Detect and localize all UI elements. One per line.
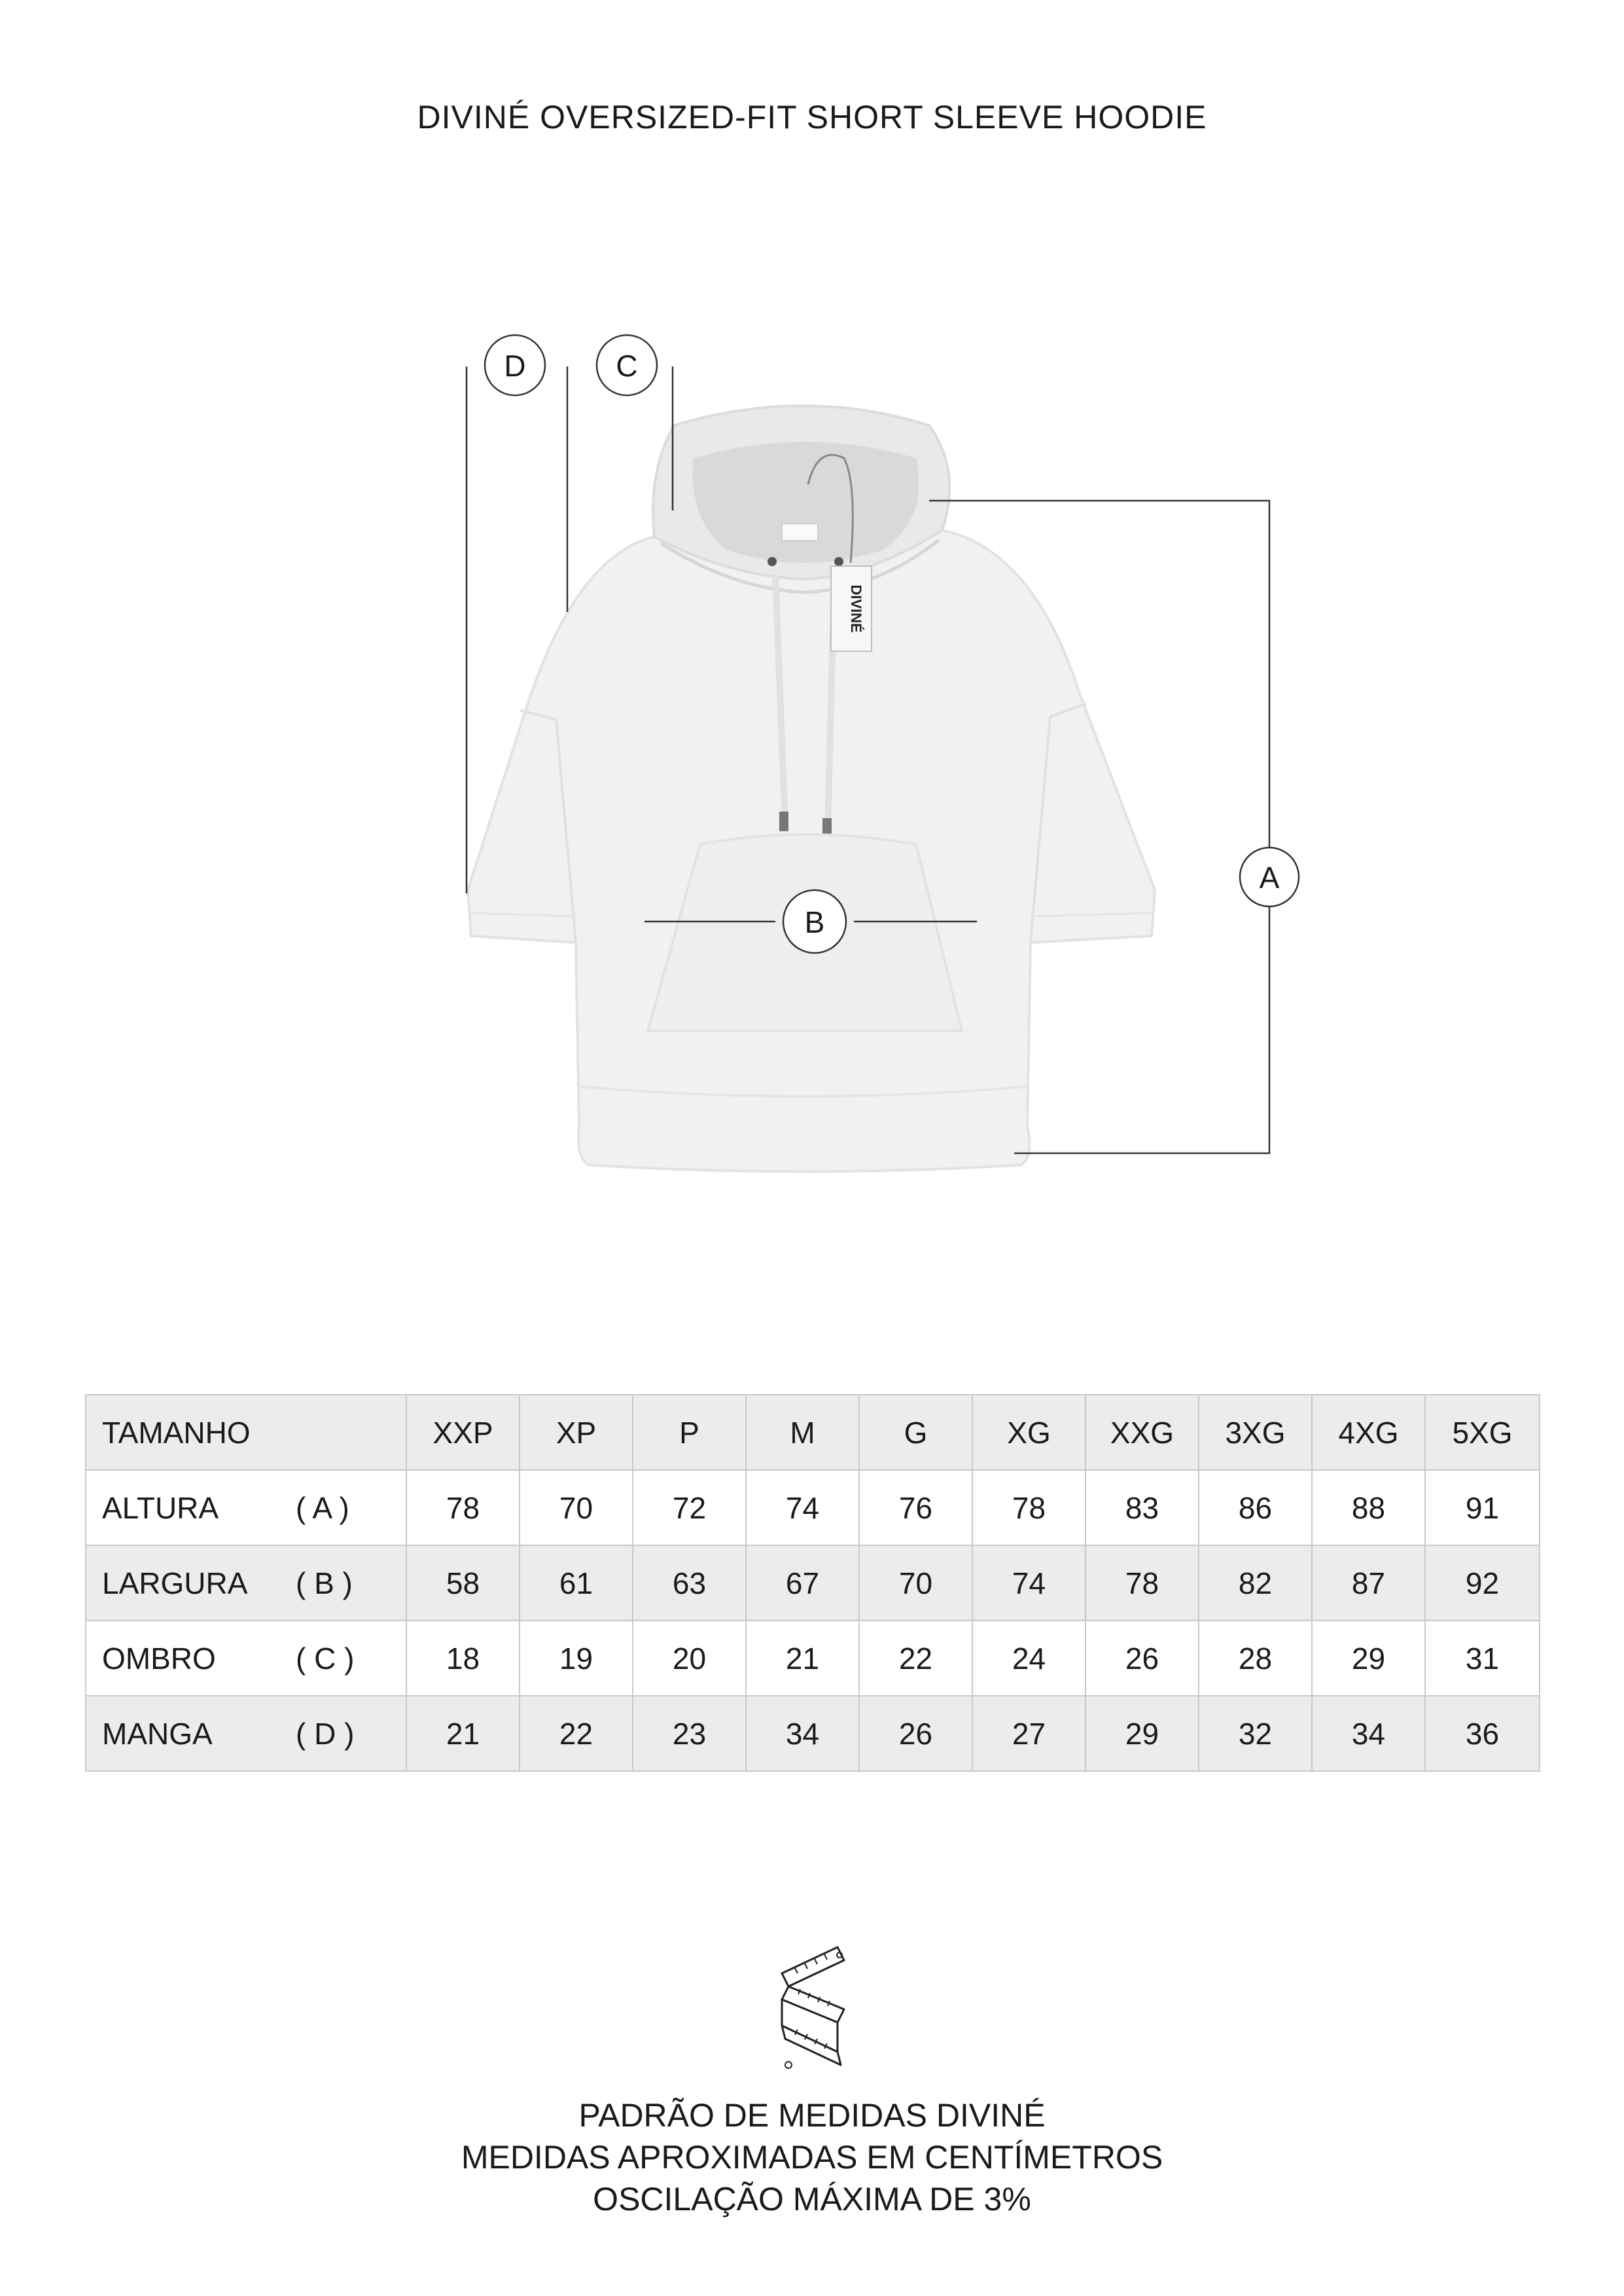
size-header: M bbox=[746, 1395, 859, 1470]
label-a: A bbox=[1259, 861, 1280, 895]
table-cell: 18 bbox=[406, 1621, 520, 1696]
table-cell: 29 bbox=[1086, 1696, 1199, 1771]
size-header: 4XG bbox=[1312, 1395, 1425, 1470]
size-header: G bbox=[859, 1395, 972, 1470]
table-cell: 27 bbox=[972, 1696, 1086, 1771]
measuring-tape-icon bbox=[769, 1941, 854, 2078]
table-cell: 34 bbox=[1312, 1696, 1425, 1771]
table-cell: 22 bbox=[520, 1696, 633, 1771]
label-b: B bbox=[804, 905, 825, 939]
table-cell: 63 bbox=[633, 1545, 746, 1621]
table-cell: 70 bbox=[859, 1545, 972, 1621]
table-cell: 78 bbox=[972, 1470, 1086, 1545]
table-cell: 28 bbox=[1199, 1621, 1312, 1696]
table-cell: 26 bbox=[859, 1696, 972, 1771]
footer-notes bbox=[0, 2094, 1624, 2220]
row-code: ( A ) bbox=[296, 1490, 349, 1525]
table-cell: 32 bbox=[1199, 1696, 1312, 1771]
table-cell: 74 bbox=[972, 1545, 1086, 1621]
table-cell: 58 bbox=[406, 1545, 520, 1621]
row-code: ( B ) bbox=[296, 1566, 353, 1600]
row-name: OMBRO bbox=[102, 1641, 216, 1676]
row-code: ( C ) bbox=[296, 1641, 355, 1676]
footer-line: MEDIDAS APROXIMADAS EM CENTÍMETROS bbox=[461, 2139, 1163, 2176]
hang-tag-text: DIVINÉ bbox=[848, 584, 864, 633]
table-cell: 83 bbox=[1086, 1470, 1199, 1545]
table-cell: 36 bbox=[1425, 1696, 1540, 1771]
table-row bbox=[86, 1545, 1540, 1621]
table-header-row bbox=[86, 1395, 1540, 1470]
size-header: 5XG bbox=[1425, 1395, 1540, 1470]
row-label bbox=[86, 1545, 406, 1621]
table-cell: 19 bbox=[520, 1621, 633, 1696]
row-name: ALTURA bbox=[102, 1490, 219, 1525]
size-header: XXG bbox=[1086, 1395, 1199, 1470]
table-cell: 23 bbox=[633, 1696, 746, 1771]
table-cell: 21 bbox=[406, 1696, 520, 1771]
footer-line: OSCILAÇÃO MÁXIMA DE 3% bbox=[593, 2181, 1031, 2217]
hoodie-illustration bbox=[468, 406, 1155, 1172]
table-cell: 76 bbox=[859, 1470, 972, 1545]
size-header: XP bbox=[520, 1395, 633, 1470]
size-table bbox=[85, 1394, 1540, 1772]
size-header: XG bbox=[972, 1395, 1086, 1470]
table-cell: 29 bbox=[1312, 1621, 1425, 1696]
size-header: XXP bbox=[406, 1395, 520, 1470]
table-cell: 82 bbox=[1199, 1545, 1312, 1621]
size-header: 3XG bbox=[1199, 1395, 1312, 1470]
table-cell: 70 bbox=[520, 1470, 633, 1545]
table-cell: 67 bbox=[746, 1545, 859, 1621]
table-cell: 92 bbox=[1425, 1545, 1540, 1621]
table-cell: 88 bbox=[1312, 1470, 1425, 1545]
table-cell: 24 bbox=[972, 1621, 1086, 1696]
table-cell: 31 bbox=[1425, 1621, 1540, 1696]
header-label: TAMANHO bbox=[86, 1395, 406, 1470]
table-cell: 78 bbox=[1086, 1545, 1199, 1621]
row-name: LARGURA bbox=[102, 1566, 248, 1600]
footer-line: PADRÃO DE MEDIDAS DIVINÉ bbox=[578, 2097, 1046, 2134]
row-label bbox=[86, 1470, 406, 1545]
size-header: P bbox=[633, 1395, 746, 1470]
table-cell: 21 bbox=[746, 1621, 859, 1696]
table-cell: 91 bbox=[1425, 1470, 1540, 1545]
table-row bbox=[86, 1621, 1540, 1696]
row-label bbox=[86, 1696, 406, 1771]
label-c: C bbox=[616, 349, 638, 383]
table-cell: 34 bbox=[746, 1696, 859, 1771]
page-title: DIVINÉ OVERSIZED-FIT SHORT SLEEVE HOODIE bbox=[417, 99, 1207, 135]
table-cell: 78 bbox=[406, 1470, 520, 1545]
table-cell: 26 bbox=[1086, 1621, 1199, 1696]
row-name: MANGA bbox=[102, 1716, 213, 1751]
table-cell: 72 bbox=[633, 1470, 746, 1545]
table-row bbox=[86, 1470, 1540, 1545]
table-cell: 74 bbox=[746, 1470, 859, 1545]
table-cell: 61 bbox=[520, 1545, 633, 1621]
row-code: ( D ) bbox=[296, 1716, 355, 1751]
table-cell: 86 bbox=[1199, 1470, 1312, 1545]
row-label bbox=[86, 1621, 406, 1696]
table-cell: 22 bbox=[859, 1621, 972, 1696]
table-cell: 20 bbox=[633, 1621, 746, 1696]
label-d: D bbox=[504, 349, 526, 383]
table-row bbox=[86, 1696, 1540, 1771]
table-cell: 87 bbox=[1312, 1545, 1425, 1621]
